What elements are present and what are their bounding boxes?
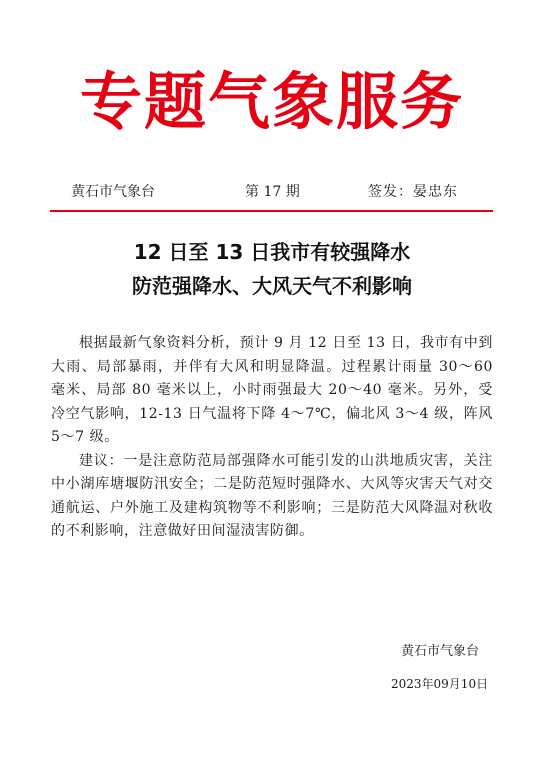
- forecast-paragraph: 根据最新气象资料分析，预计 9 月 12 日至 13 日，我市有中到大雨、局部暴雨，并伴有大风和明显降温。过程累计雨量 30～60 毫米、局部 80 毫米以上，小时雨强最大 20～40 毫米。另外，受冷空气影响，12-13 日气温将下降 4～7℃，偏北风 3～4 级，阵风 5～7 级。: [51, 335, 493, 445]
- issue-number: 第 17 期: [245, 184, 300, 200]
- issuer-label: 黄石市气象台: [71, 184, 155, 200]
- red-divider: [50, 210, 493, 212]
- advice-paragraph: 建议：一是注意防范局部强降水可能引发的山洪地质灾害，关注中小湖库塘堰防汛安全；二是防范短时强降水、大风等灾害天气对交通航运、户外施工及建构筑物等不利影响；三是防范大风降温对秋收的不利影响，注意做好田间湿渍害防御。: [51, 452, 493, 539]
- masthead-title: 专题气象服务: [79, 65, 464, 138]
- signer-label: 签发：晏忠东: [368, 184, 458, 200]
- issue-info-bar: [0, 180, 544, 204]
- signature-organization: 黄石市气象台: [401, 644, 480, 659]
- document-title-line-1: 12 日至 13 日我市有较强降水: [133, 240, 411, 264]
- signature-date: 2023年09月10日: [391, 677, 489, 691]
- document-body: [51, 332, 493, 544]
- document-title-line-2: 防范强降水、大风天气不利影响: [132, 274, 412, 298]
